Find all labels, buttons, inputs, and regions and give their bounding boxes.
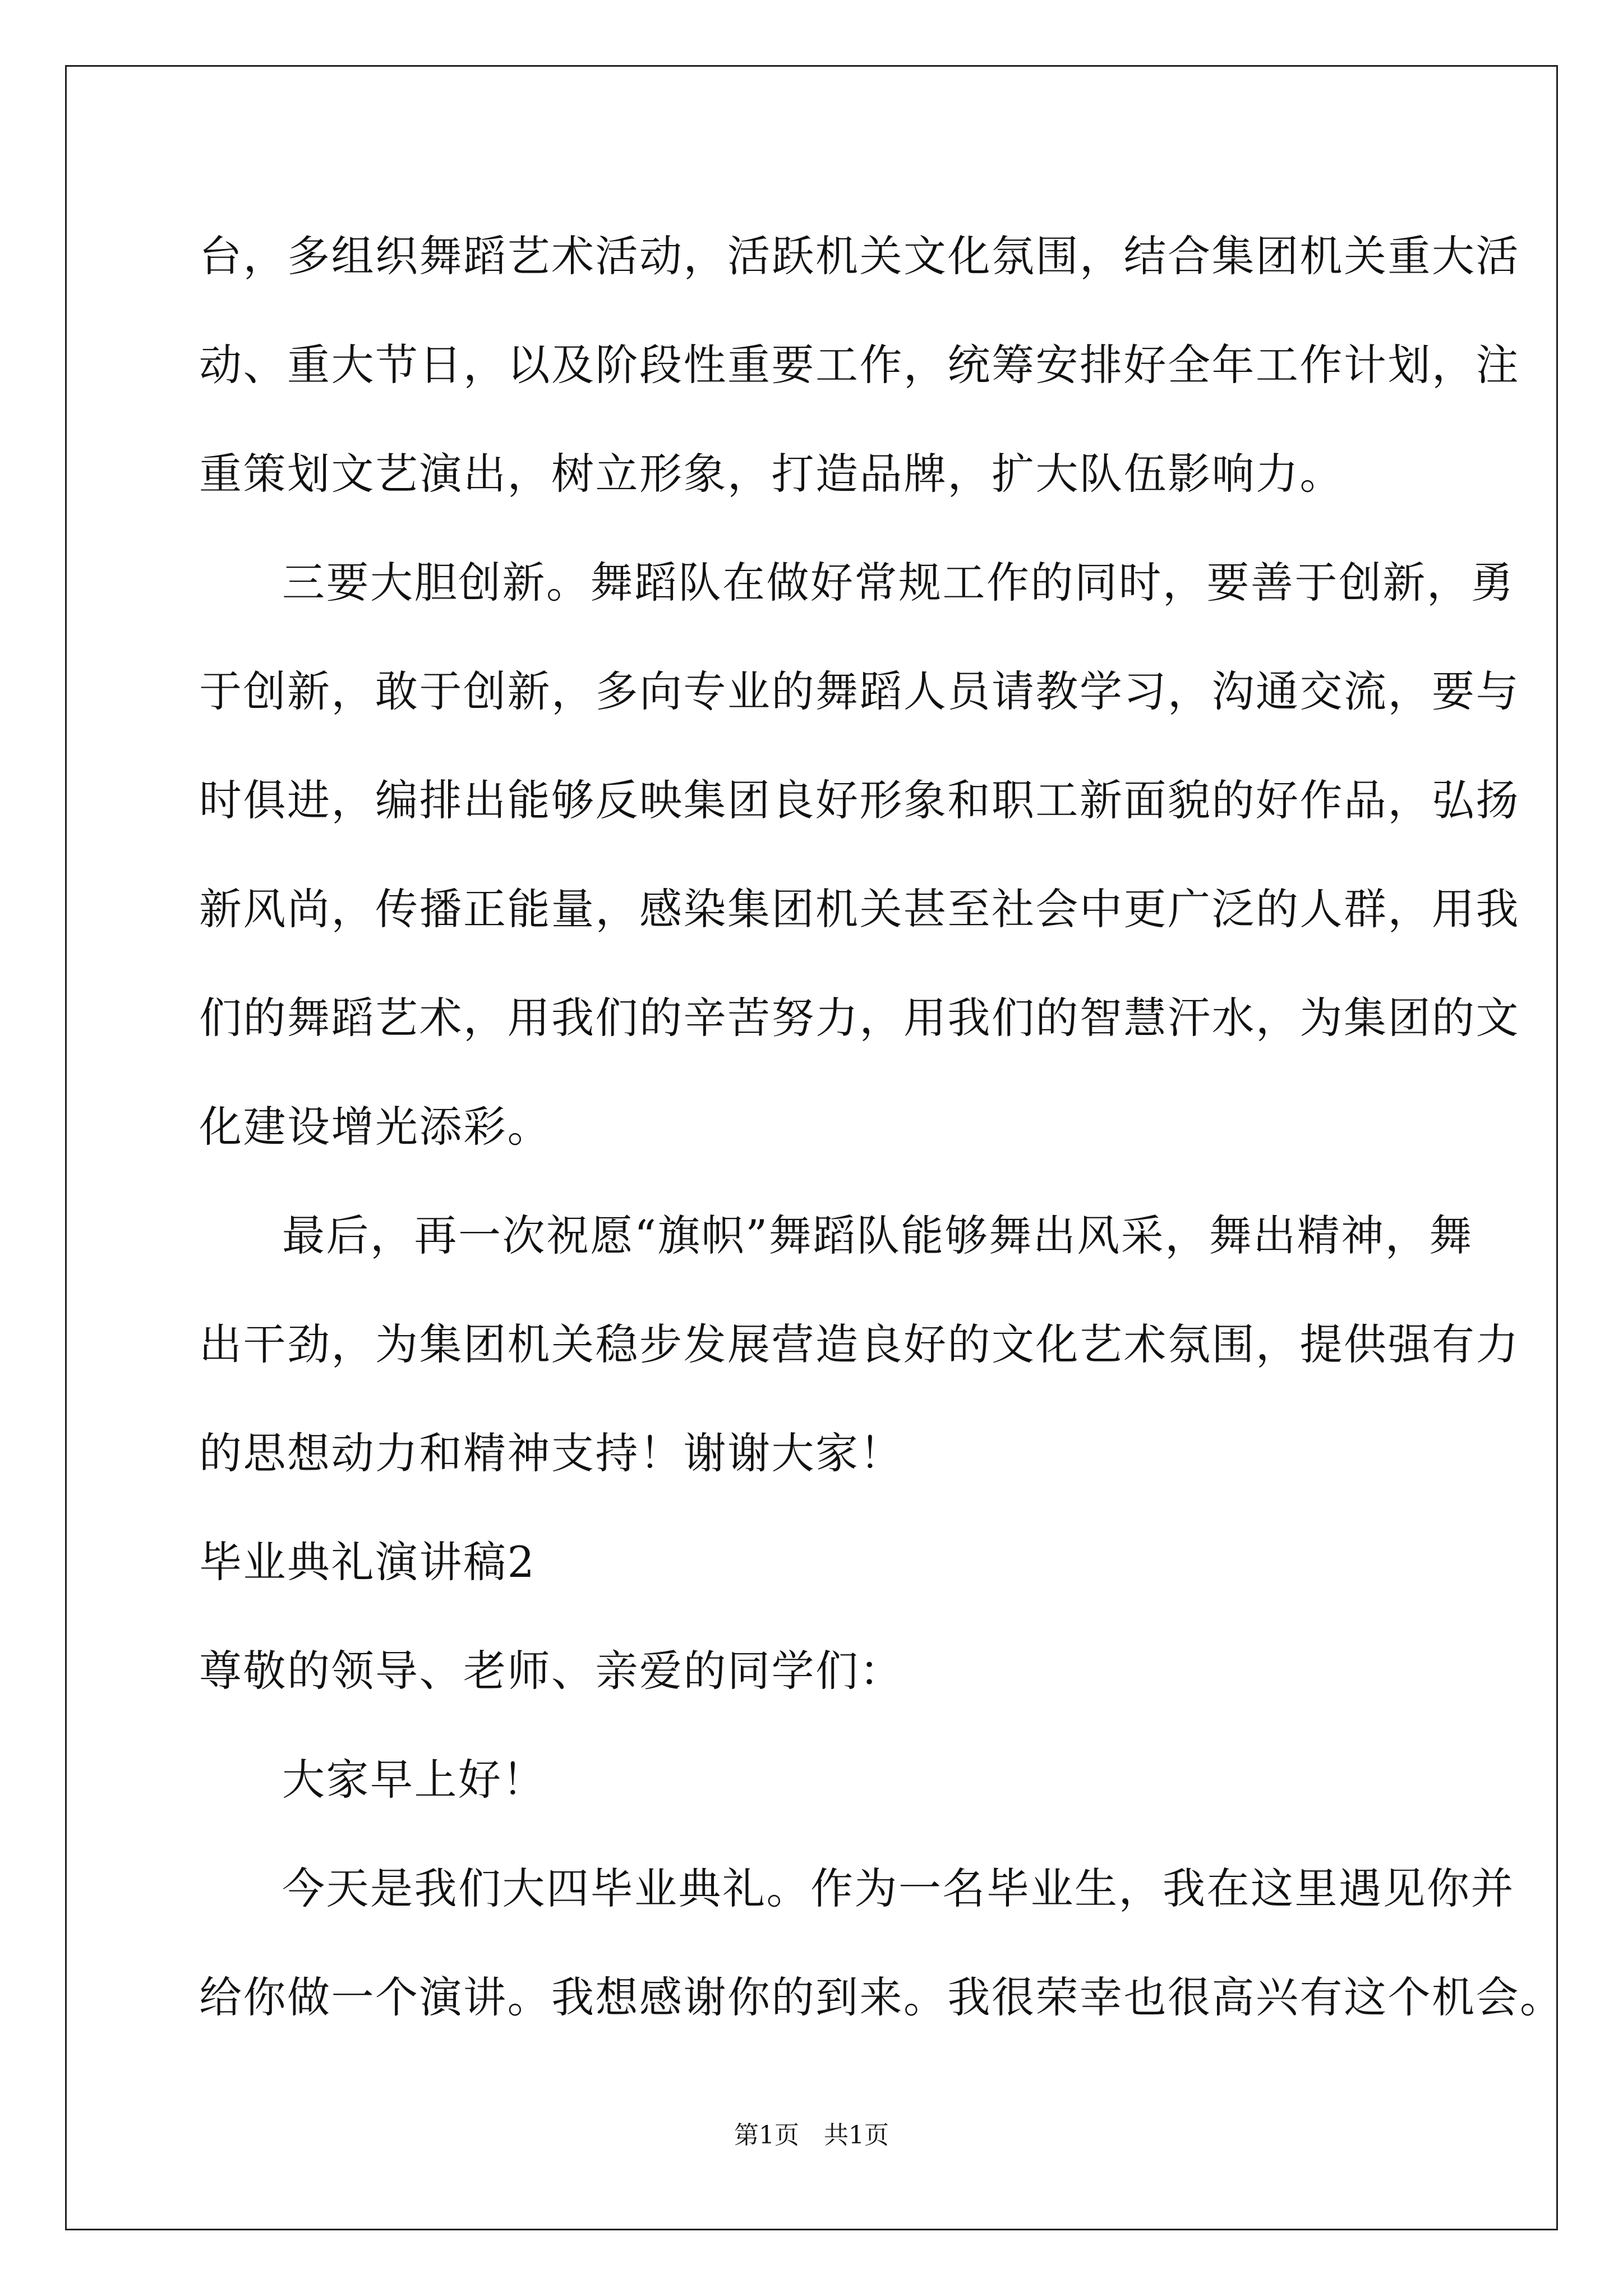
document-body: [199, 202, 1564, 2052]
paragraph-start-line: 三要大胆创新。舞蹈队在做好常规工作的同时，要善于创新，勇: [282, 558, 1515, 608]
paragraph-start-line: 今天是我们大四毕业典礼。作为一名毕业生，我在这里遇见你并: [282, 1864, 1515, 1913]
text-line: 台，多组织舞蹈艺术活动，活跃机关文化氛围，结合集团机关重大活: [199, 231, 1520, 281]
text-line: 化建设增光添彩。: [199, 1102, 551, 1152]
text-line: 新风尚，传播正能量，感染集团机关甚至社会中更广泛的人群，用我: [199, 884, 1520, 934]
section-heading: 毕业典礼演讲稿2: [199, 1537, 536, 1587]
page-number-footer: 第1页 共1页: [734, 2121, 889, 2150]
text-line: 重策划文艺演出，树立形象，打造品牌，扩大队伍影响力。: [199, 449, 1344, 499]
text-line: 给你做一个演讲。我想感谢你的到来。我很荣幸也很高兴有这个机会。: [199, 1972, 1564, 2022]
greeting: 大家早上好！: [282, 1755, 546, 1805]
text-line: 出干劲，为集团机关稳步发展营造良好的文化艺术氛围，提供强有力: [199, 1319, 1520, 1369]
text-line: 时俱进，编排出能够反映集团良好形象和职工新面貌的好作品，弘扬: [199, 775, 1520, 825]
salutation: 尊敬的领导、老师、亲爱的同学们：: [199, 1646, 903, 1696]
paragraph-start-line: 最后，再一次祝愿“旗帜”舞蹈队能够舞出风采，舞出精神，舞: [282, 1211, 1473, 1260]
text-line: 的思想动力和精神支持！谢谢大家！: [199, 1428, 903, 1478]
text-line: 们的舞蹈艺术，用我们的辛苦努力，用我们的智慧汗水，为集团的文: [199, 993, 1520, 1043]
text-line: 于创新，敢于创新，多向专业的舞蹈人员请教学习，沟通交流，要与: [199, 666, 1520, 716]
text-line: 动、重大节日，以及阶段性重要工作，统筹安排好全年工作计划，注: [199, 340, 1520, 390]
